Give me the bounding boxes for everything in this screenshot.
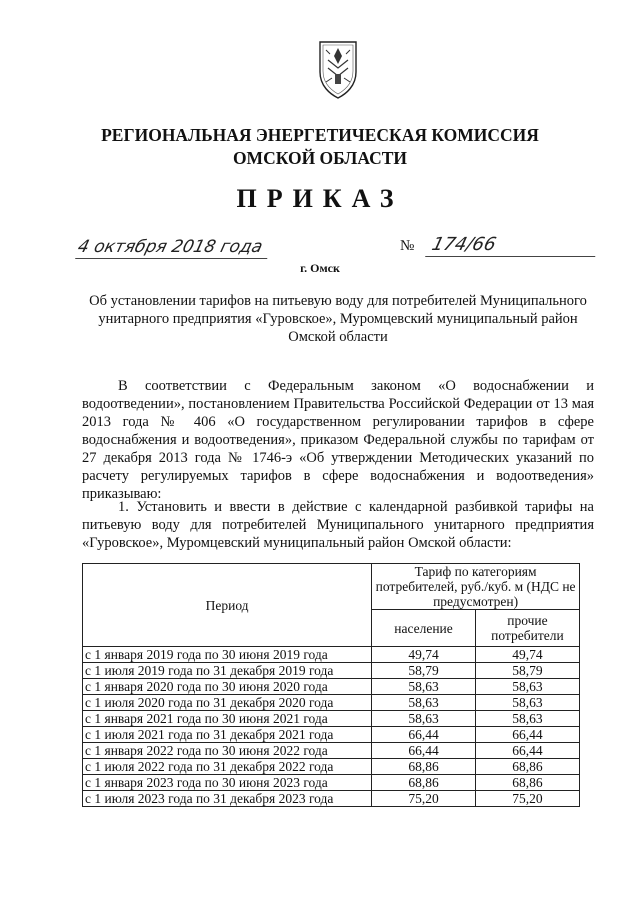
population-cell: 58,63: [372, 679, 476, 695]
population-cell: 58,79: [372, 663, 476, 679]
population-cell: 75,20: [372, 791, 476, 807]
other-cell: 58,63: [475, 679, 579, 695]
handwritten-date: 4 октября 2018 года: [75, 236, 273, 259]
period-cell: с 1 июля 2022 года по 31 декабря 2022 года: [83, 759, 372, 775]
other-cell: 75,20: [475, 791, 579, 807]
city: г. Омск: [300, 261, 340, 275]
paragraph-preamble: В соответствии с Федеральным законом «О водоснабжении и водоотведении», постановлением Правительства Российской Федерации от 13 мая 2013 года № 406 «О государственном регулировании тарифов в сфере водоснабжения и водоотведения», приказом Федеральной службы по тарифам от 27 декабря 2013 года № 1746-э «Об утверждении Методических указаний по расчету регулируемых тарифов в сфере водоснабжения и водоотведения» приказываю:: [82, 378, 594, 502]
other-cell: 66,44: [475, 727, 579, 743]
period-cell: с 1 января 2019 года по 30 июня 2019 года: [83, 647, 372, 663]
handwritten-number: 174/66: [425, 234, 601, 257]
table-row: [83, 759, 580, 775]
period-cell: с 1 июля 2021 года по 31 декабря 2021 года: [83, 727, 372, 743]
table-row: [83, 727, 580, 743]
coat-of-arms-icon: [316, 38, 360, 100]
org-name-line2: ОМСКОЙ ОБЛАСТИ: [232, 148, 408, 168]
period-cell: с 1 января 2020 года по 30 июня 2020 года: [83, 679, 372, 695]
paragraph-item-1: 1. Установить и ввести в действие с календарной разбивкой тарифы на питьевую воду для потребителей Муниципального унитарного предприятия «Гуровское», Муромцевский муниципальный район Омской области:: [82, 499, 594, 551]
table-row: [83, 647, 580, 663]
table-row: [83, 679, 580, 695]
period-cell: с 1 июля 2019 года по 31 декабря 2019 года: [83, 663, 372, 679]
period-cell: с 1 января 2022 года по 30 июня 2022 года: [83, 743, 372, 759]
other-cell: 58,63: [475, 711, 579, 727]
other-cell: 68,86: [475, 775, 579, 791]
number-sign: №: [400, 238, 415, 254]
header-other: прочие потребители: [475, 610, 579, 647]
population-cell: 68,86: [372, 759, 476, 775]
other-cell: 66,44: [475, 743, 579, 759]
header-tariff: Тариф по категориям потребителей, руб./куб. м (НДС не предусмотрен): [372, 564, 580, 610]
population-cell: 49,74: [372, 647, 476, 663]
population-cell: 58,63: [372, 711, 476, 727]
table-row: [83, 711, 580, 727]
tariff-table-body: [83, 647, 580, 807]
tariff-table: [82, 563, 580, 807]
header-population: население: [372, 610, 476, 647]
population-cell: 58,63: [372, 695, 476, 711]
other-cell: 68,86: [475, 759, 579, 775]
population-cell: 66,44: [372, 727, 476, 743]
population-cell: 68,86: [372, 775, 476, 791]
population-cell: 66,44: [372, 743, 476, 759]
org-name-line1: РЕГИОНАЛЬНАЯ ЭНЕРГЕТИЧЕСКАЯ КОМИССИЯ: [101, 125, 539, 145]
period-cell: с 1 июля 2020 года по 31 декабря 2020 года: [83, 695, 372, 711]
table-row: [83, 695, 580, 711]
period-cell: с 1 января 2023 года по 30 июня 2023 года: [83, 775, 372, 791]
table-row: [83, 791, 580, 807]
table-row: [83, 663, 580, 679]
order-subject: Об установлении тарифов на питьевую воду для потребителей Муниципального унитарного предприятия «Гуровское», Муромцевский муниципальный район Омской области: [89, 293, 587, 345]
table-row: [83, 743, 580, 759]
period-cell: с 1 января 2021 года по 30 июня 2021 года: [83, 711, 372, 727]
other-cell: 58,79: [475, 663, 579, 679]
other-cell: 49,74: [475, 647, 579, 663]
table-row: [83, 775, 580, 791]
document-type: ПРИКАЗ: [236, 184, 404, 213]
period-cell: с 1 июля 2023 года по 31 декабря 2023 года: [83, 791, 372, 807]
header-period: Период: [83, 564, 372, 647]
other-cell: 58,63: [475, 695, 579, 711]
